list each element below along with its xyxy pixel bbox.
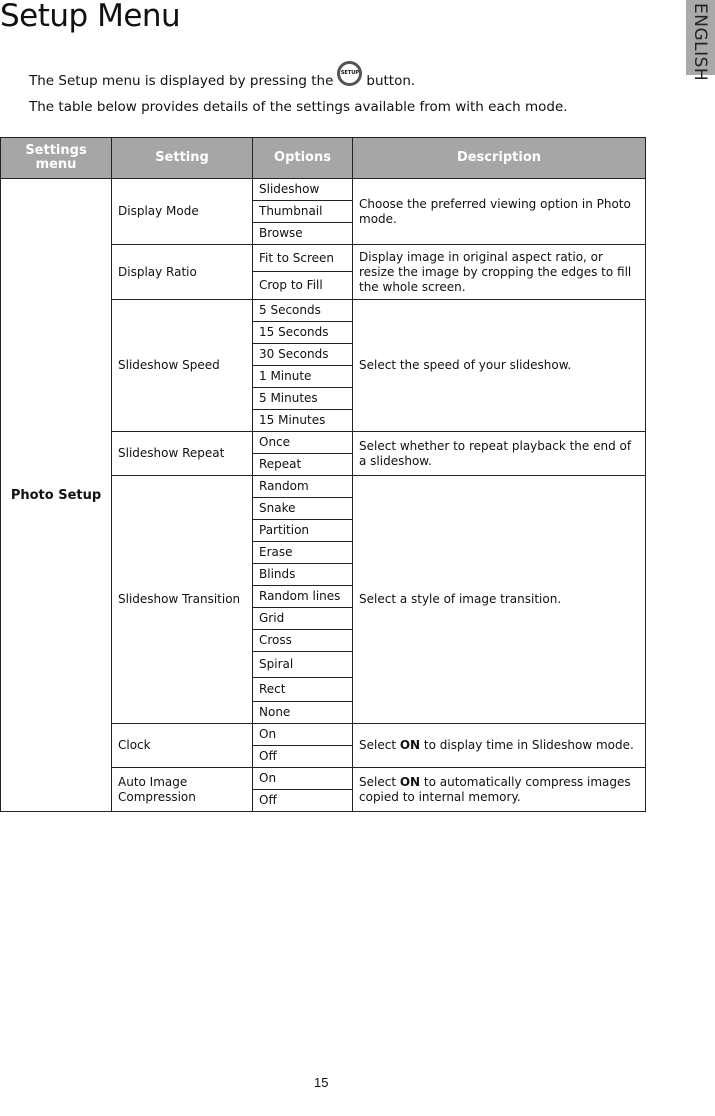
description-cell xyxy=(353,179,646,245)
table-row xyxy=(1,179,646,201)
setup-button-label: SETUP xyxy=(340,70,359,76)
intro-paragraph xyxy=(29,68,415,93)
settings-menu-cell: Photo Setup xyxy=(1,179,112,812)
description-post: to automatically compress images copied to internal memory. xyxy=(359,774,631,804)
setting-name: Display Ratio xyxy=(112,245,253,300)
header-setting: Setting xyxy=(112,138,253,179)
setting-name: Slideshow Repeat xyxy=(112,432,253,476)
description-cell xyxy=(353,476,646,724)
option-cell: 5 Seconds xyxy=(253,300,353,322)
description-pre: Select whether to repeat playback the end of a slideshow. xyxy=(359,438,632,468)
option-cell: 30 Seconds xyxy=(253,344,353,366)
intro-text-end: button. xyxy=(366,72,416,89)
option-cell: Random lines xyxy=(253,586,353,608)
description-bold: ON xyxy=(399,738,421,752)
option-cell: None xyxy=(253,702,353,724)
option-cell: Grid xyxy=(253,608,353,630)
description-bold: ON xyxy=(399,774,421,789)
description-pre: Select the speed of your slideshow. xyxy=(359,358,572,372)
description-pre: Display image in original aspect ratio, or resize the image by cropping the edges to fill the whole screen. xyxy=(359,249,632,294)
description-cell xyxy=(353,724,646,768)
option-cell: Browse xyxy=(253,223,353,245)
option-cell: On xyxy=(253,768,353,790)
setting-name: Slideshow Transition xyxy=(112,476,253,724)
option-cell: Cross xyxy=(253,630,353,652)
description-cell xyxy=(353,768,646,812)
description-cell xyxy=(353,245,646,300)
option-cell: Fit to Screen xyxy=(253,245,353,272)
setting-name: Clock xyxy=(112,724,253,768)
setting-name: Auto Image Compression xyxy=(112,768,253,812)
option-cell: Once xyxy=(253,432,353,454)
option-cell: Spiral xyxy=(253,652,353,678)
option-cell: Off xyxy=(253,746,353,768)
description-pre: Choose the preferred viewing option in Photo mode. xyxy=(359,196,631,226)
description-cell xyxy=(353,432,646,476)
option-cell: Rect xyxy=(253,678,353,702)
setup-button-icon xyxy=(337,61,362,86)
language-tab xyxy=(686,0,715,82)
option-cell: Off xyxy=(253,790,353,812)
option-cell: Slideshow xyxy=(253,179,353,201)
option-cell: 5 Minutes xyxy=(253,388,353,410)
option-cell: Crop to Fill xyxy=(253,272,353,300)
table-intro: The table below provides details of the settings available from with each mode. xyxy=(29,99,568,115)
option-cell: 15 Seconds xyxy=(253,322,353,344)
option-cell: On xyxy=(253,724,353,746)
option-cell: Snake xyxy=(253,498,353,520)
option-cell: Repeat xyxy=(253,454,353,476)
description-pre: Select xyxy=(359,774,400,789)
page-title: Setup Menu xyxy=(0,0,181,34)
header-settings-menu: Settings menu xyxy=(1,138,112,179)
option-cell: Partition xyxy=(253,520,353,542)
option-cell: Blinds xyxy=(253,564,353,586)
setting-name: Display Mode xyxy=(112,179,253,245)
option-cell: Random xyxy=(253,476,353,498)
option-cell: 15 Minutes xyxy=(253,410,353,432)
setting-name: Slideshow Speed xyxy=(112,300,253,432)
option-cell: 1 Minute xyxy=(253,366,353,388)
description-pre: Select xyxy=(359,738,400,752)
option-cell: Thumbnail xyxy=(253,201,353,223)
table-header xyxy=(1,138,646,179)
page-number: 15 xyxy=(314,1075,329,1090)
settings-table xyxy=(0,137,646,812)
option-cell: Erase xyxy=(253,542,353,564)
description-post: to display time in Slideshow mode. xyxy=(420,738,634,752)
description-cell xyxy=(353,300,646,432)
header-options: Options xyxy=(253,138,353,179)
intro-text: The Setup menu is displayed by pressing the xyxy=(29,72,334,89)
header-description: Description xyxy=(353,138,646,179)
language-label: ENGLISH xyxy=(690,3,710,82)
description-pre: Select a style of image transition. xyxy=(359,592,562,606)
